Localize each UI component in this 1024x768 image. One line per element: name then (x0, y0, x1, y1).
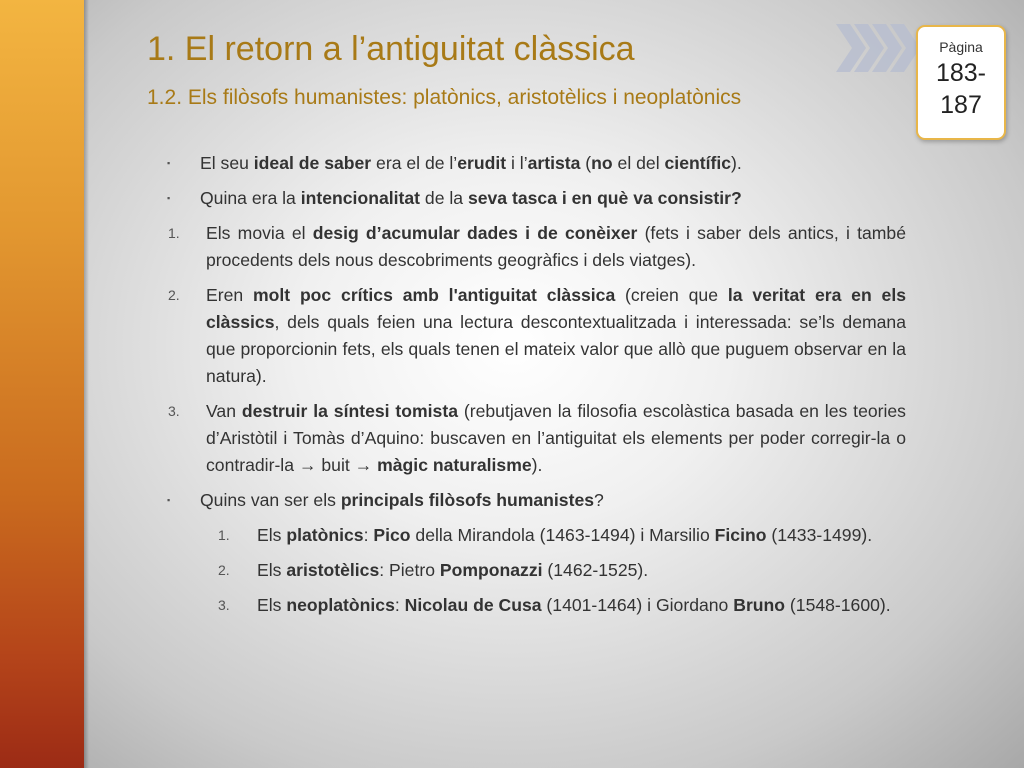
bullet-item (160, 185, 906, 212)
emphasis-text: principals filòsofs humanistes (340, 490, 595, 510)
text-segment: (1462-1525). (542, 560, 649, 580)
emphasis-text: Pico (373, 525, 411, 545)
emphasis-text: desig d’acumular dades i de conèixer (312, 223, 638, 243)
numbered-item (160, 522, 906, 549)
text-segment: (1401-1464) i Giordano (541, 595, 734, 615)
list-number: 3. (218, 597, 230, 613)
text-segment: (fets i saber dels antics, i també procedents dels nous descobriments geogràfics i dels viatges). (206, 223, 906, 270)
bullet-marker-icon: ▪ (167, 193, 171, 203)
text-segment: Eren (206, 285, 253, 305)
emphasis-text: ideal de saber (253, 153, 372, 173)
page-label: Pàgina (939, 39, 983, 55)
text-segment: i l’ (506, 153, 528, 173)
text-segment: ( (580, 153, 592, 173)
text-segment: era el de l’ (371, 153, 458, 173)
text-segment: ). (531, 455, 543, 475)
text-segment: (1548-1600). (785, 595, 891, 615)
emphasis-text: màgic naturalisme (377, 455, 532, 475)
bullet-item (160, 150, 906, 177)
item-text (200, 150, 906, 177)
emphasis-text: no (591, 153, 613, 173)
item-text (200, 487, 906, 514)
page-reference-box (916, 25, 1006, 140)
text-segment: : (363, 525, 374, 545)
list-number: 3. (168, 403, 180, 419)
emphasis-text: Pomponazzi (439, 560, 543, 580)
emphasis-text: intencionalitat (300, 188, 421, 208)
emphasis-text: científic (664, 153, 731, 173)
text-segment: Els movia el (206, 223, 313, 243)
text-segment: : Pietro (379, 560, 440, 580)
item-text (257, 522, 906, 549)
text-segment: Quins van ser els (200, 490, 341, 510)
emphasis-text: artista (527, 153, 581, 173)
text-segment: (rebutjaven la filosofia escolàstica basada en les teories d’Aristòtil i Tomàs d’Aquino: buscaven en l’antiguitat els elements per poder corregir-la o contradir-la → buit → (206, 401, 906, 475)
text-segment: della Mirandola (1463-1494) i Marsilio (410, 525, 715, 545)
emphasis-text: platònics (286, 525, 364, 545)
numbered-item (160, 592, 906, 619)
text-segment: , dels quals feien una lectura descontextualitzada i interessada: se’ls demana que proporcionin fets, els quals tenen el mateix valor que allò que puguem observar en la natura). (206, 312, 906, 386)
text-segment: Quina era la (200, 188, 301, 208)
chevrons-icon (836, 18, 920, 78)
item-text (257, 592, 906, 619)
text-segment: de la (420, 188, 468, 208)
text-segment: Els (257, 560, 287, 580)
item-text (206, 398, 906, 479)
text-segment: el del (612, 153, 665, 173)
list-number: 2. (218, 562, 230, 578)
text-segment: Els (257, 595, 287, 615)
text-segment: ? (594, 490, 604, 510)
numbered-item (160, 220, 906, 274)
emphasis-text: destruir la síntesi tomista (241, 401, 458, 421)
slide-content (160, 150, 906, 627)
text-segment: (creien que (615, 285, 728, 305)
emphasis-text: neoplatònics (286, 595, 395, 615)
item-text (257, 557, 906, 584)
item-text (206, 282, 906, 390)
emphasis-text: Bruno (733, 595, 786, 615)
item-text (200, 185, 906, 212)
list-number: 2. (168, 287, 180, 303)
emphasis-text: la veritat era en els clàssics (206, 285, 906, 332)
emphasis-text: seva tasca i en què va consistir? (467, 188, 742, 208)
text-segment: Van (206, 401, 242, 421)
text-segment: ). (731, 153, 742, 173)
side-decoration-bar (0, 0, 84, 768)
bullet-marker-icon: ▪ (167, 158, 171, 168)
emphasis-text: Nicolau de Cusa (404, 595, 542, 615)
emphasis-text: molt poc crítics amb l'antiguitat clàssica (252, 285, 616, 305)
emphasis-text: aristotèlics (286, 560, 380, 580)
numbered-item (160, 282, 906, 390)
list-number: 1. (218, 527, 230, 543)
bullet-item (160, 487, 906, 514)
text-segment: El seu (200, 153, 254, 173)
bullet-marker-icon: ▪ (167, 495, 171, 505)
page-range: 183-187 (935, 59, 987, 119)
text-segment: : (394, 595, 405, 615)
numbered-item (160, 398, 906, 479)
item-text (206, 220, 906, 274)
text-segment: Els (257, 525, 287, 545)
numbered-item (160, 557, 906, 584)
emphasis-text: Ficino (714, 525, 767, 545)
text-segment: (1433-1499). (766, 525, 873, 545)
slide-subtitle: 1.2. Els filòsofs humanistes: platònics, aristotèlics i neoplatònics (147, 86, 742, 109)
slide-title: 1. El retorn a l’antiguitat clàssica (147, 30, 635, 68)
list-number: 1. (168, 225, 180, 241)
emphasis-text: erudit (457, 153, 507, 173)
